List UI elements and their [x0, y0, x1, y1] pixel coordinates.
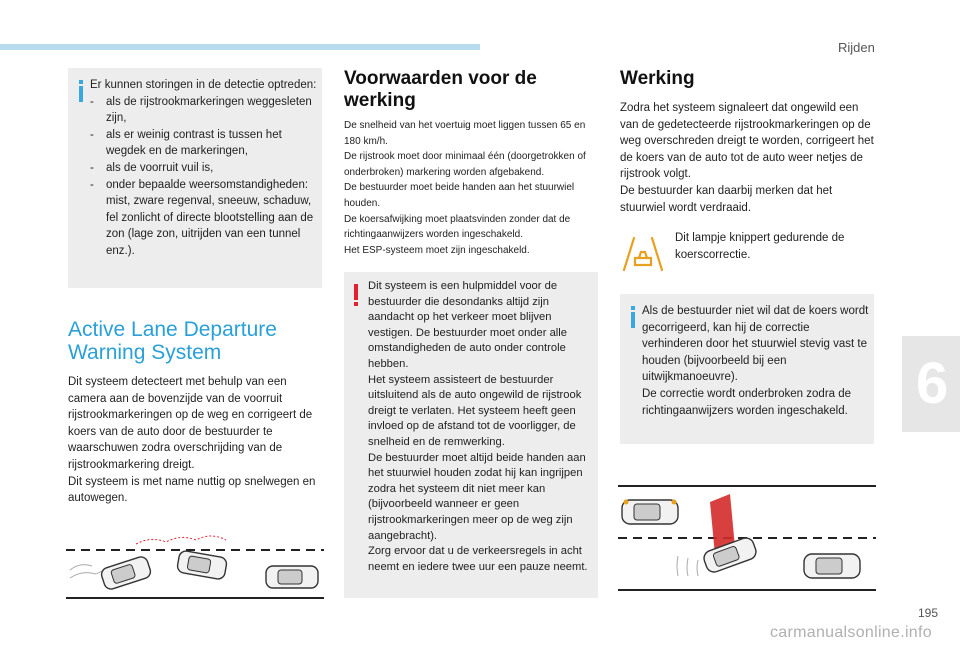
car-icon — [176, 550, 227, 580]
lane-change-with-indicator-illustration — [618, 484, 876, 594]
list-item: - als de rijstrookmarkeringen weggesleten zijn, — [90, 94, 320, 127]
list-item: - als de voorruit vuil is, — [90, 160, 320, 177]
condition-line: Het ESP-systeem moet zijn ingeschakeld. — [344, 244, 530, 256]
notice-override — [620, 294, 874, 444]
car-icon — [622, 500, 678, 525]
title-line: Active Lane Departure — [68, 318, 277, 341]
list-item: - als er weinig contrast is tussen het wegdek en de markeringen, — [90, 127, 320, 160]
lane-departure-lamp-icon — [620, 232, 666, 272]
section-title-werking: Werking — [620, 68, 695, 89]
condition-line: De snelheid van het voertuig moet liggen tussen 65 en 180 km/h. — [344, 120, 586, 147]
paragraph: Zodra het systeem signaleert dat ongewild een van de gedetecteerde rijstrookmarkeringen op de weg overschreden dreigt te worden, corrigeert het de koers van de auto tot de auto weer netjes de rijstrook volgt. — [620, 102, 874, 181]
section-title-alds — [68, 318, 277, 364]
paragraph: Het systeem assisteert de bestuurder uitsluitend als de auto ongewild de rijstrook dreigt te verlaten. Het systeem heeft geen invloed op de afstand tot de voorligger, de snelheid en de remwerking. — [368, 373, 582, 448]
paragraph: De bestuurder moet altijd beide handen aan het stuurwiel houden zodat hij kan ingrijpen zodra het systeem dit niet meer kan (bijvoorbeeld wanneer er geen rijstrookmarkeringen meer op de weg zijn aangebracht). — [368, 451, 586, 542]
notice-disturbance — [68, 68, 322, 288]
notice-intro: Er kunnen storingen in de detectie optreden: — [90, 79, 317, 91]
condition-line: De rijstrook moet door minimaal één (doorgetrokken of onderbroken) markering worden afgebakend. — [344, 151, 586, 178]
chapter-tab — [902, 336, 960, 432]
section-title-conditions: Voorwaarden voor de werking — [344, 68, 537, 111]
car-icon — [804, 554, 860, 578]
alds-description — [68, 374, 320, 507]
car-icon — [266, 566, 318, 588]
paragraph: Als de bestuurder niet wil dat de koers wordt gecorrigeerd, kan hij de correctie verhinderen door het stuurwiel stevig vast te houden (bijvoorbeeld bij een uitwijkmanoeuvre). — [642, 305, 869, 384]
warning-icon — [353, 284, 359, 308]
paragraph: Dit systeem is met name nuttig op snelwegen en autowegen. — [68, 475, 316, 505]
paragraph: Dit systeem is een hulpmiddel voor de bestuurder die desondanks altijd zijn aandacht op het verkeer moet blijven vestigen. De bestuurder moet onder alle omstandigheden de auto onder controle hebben. — [368, 280, 568, 370]
title-line: Warning System — [68, 341, 222, 364]
conditions-list — [344, 118, 600, 258]
car-icon — [100, 555, 152, 591]
info-icon — [78, 80, 84, 104]
list-item: - onder bepaalde weersomstandigheden: mist, zware regenval, sneeuw, schaduw, fel zonlicht of directe blootstelling aan de zon (lage zon, uitrijden van een tunnel enz.). — [90, 177, 320, 260]
condition-line: De bestuurder moet beide handen aan het stuurwiel houden. — [344, 182, 575, 209]
condition-line: De koersafwijking moet plaatsvinden zonder dat de richtingaanwijzers worden ingeschakeld. — [344, 213, 571, 241]
info-icon — [630, 306, 636, 330]
paragraph: Dit systeem detecteert met behulp van een camera aan de bovenzijde van de voorruit rijstrookmarkeringen op de weg en corrigeert de koers van de auto door de bestuurder te waarschuwen zodra overschrijding van de rijstrookmarkering dreigt. — [68, 376, 313, 471]
lane-correction-illustration — [66, 530, 324, 600]
chapter-number: 6 — [916, 351, 949, 416]
section-title: Rijden — [838, 40, 875, 55]
watermark: carmanualsonline.info — [770, 624, 932, 641]
notice-list — [90, 94, 320, 260]
paragraph: De correctie wordt onderbroken zodra de richtingaanwijzers worden ingeschakeld. — [642, 387, 852, 417]
page-number: 195 — [918, 606, 939, 620]
werking-description — [620, 100, 876, 216]
paragraph: Zorg ervoor dat u de verkeersregels in acht neemt en iedere twee uur een pauze neemt. — [368, 545, 588, 573]
paragraph: De bestuurder kan daarbij merken dat het stuurwiel wordt verdraaid. — [620, 184, 833, 214]
header-bar — [0, 44, 480, 50]
lamp-description: Dit lampje knippert gedurende de koerscorrectie. — [675, 232, 845, 261]
warning-box — [344, 272, 598, 598]
